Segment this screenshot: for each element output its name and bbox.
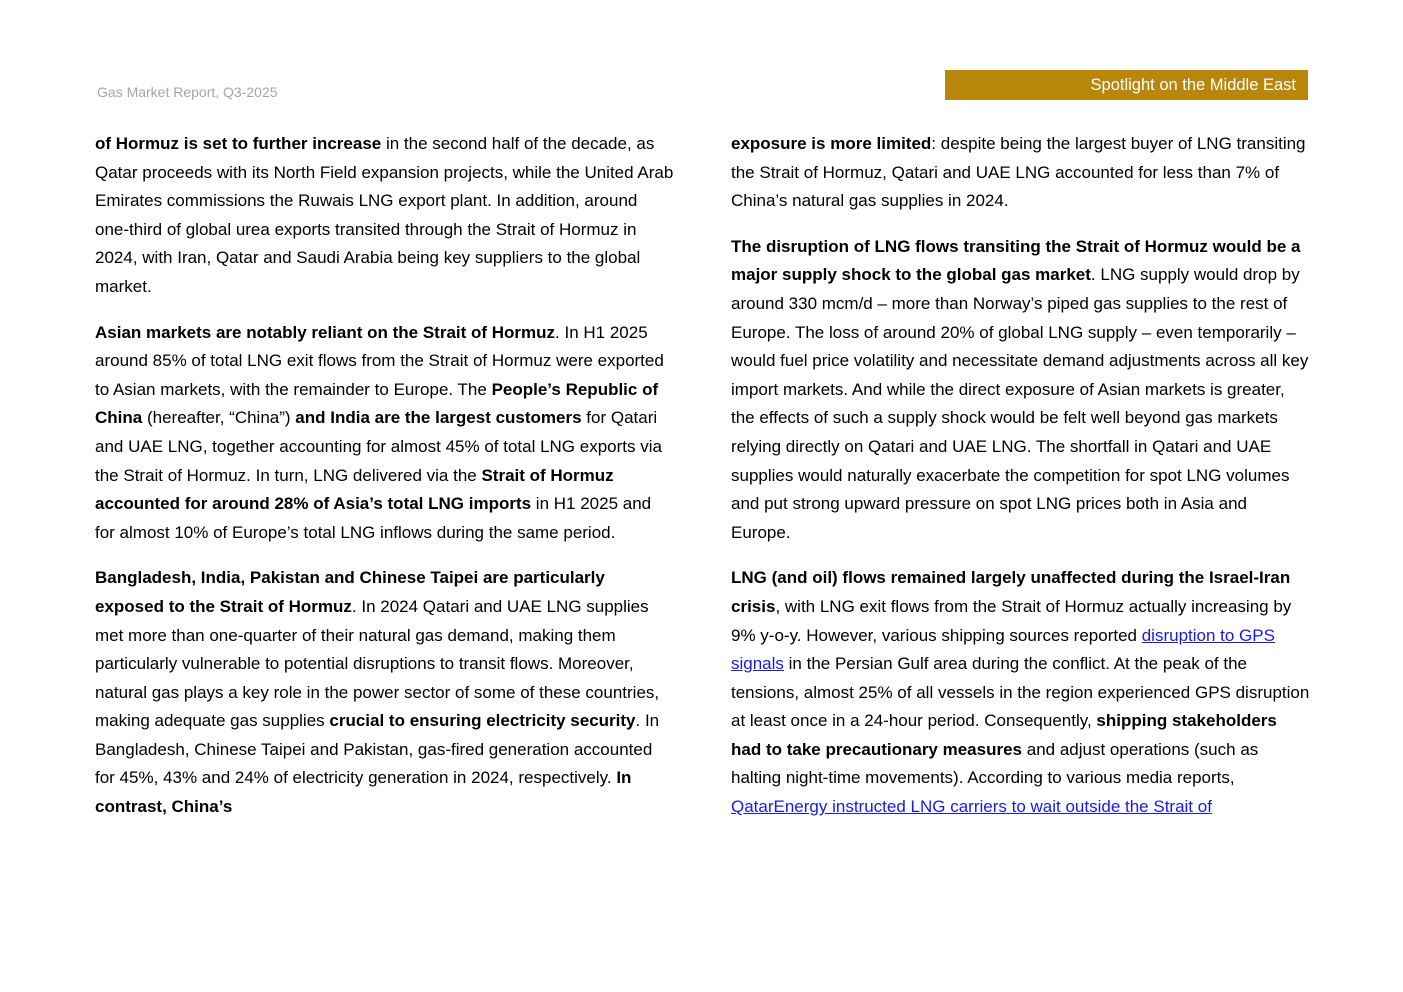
bold-run: The disruption of LNG flows transiting the Strait of Hormuz would be a major supply shock to the global gas market <box>731 236 1301 285</box>
bold-run: Asian markets are notably reliant on the Strait of Hormuz <box>95 322 556 342</box>
text-run: for Qatari and UAE LNG, together accounting for almost 45% of total LNG exports via the Strait of Hormuz. In turn, LNG delivered via the <box>95 408 662 485</box>
paragraph <box>731 130 1311 216</box>
left-column <box>95 130 675 839</box>
text-run: and adjust operations (such as halting night-time movements). According to various media reports, <box>731 739 1259 788</box>
text-run: in the second half of the decade, as Qatar proceeds with its North Field expansion projects, while the United Arab Emirates commissions the Ruwais LNG export plant. In addition, around one-third of global urea exports transited through the Strait of Hormuz in 2024, with Iran, Qatar and Saudi Arabia being key suppliers to the global market. <box>95 134 674 296</box>
text-run: in H1 2025 and for almost 10% of Europe’s total LNG inflows during the same period. <box>95 494 652 542</box>
text-run: in the Persian Gulf area during the conflict. At the peak of the tensions, almost 25% of all vessels in the region experienced GPS disruption at least once in a 24-hour period. Consequently, <box>731 654 1310 731</box>
banner-label: Spotlight on the Middle East <box>1090 76 1296 94</box>
right-column <box>731 130 1311 839</box>
paragraph <box>95 319 675 548</box>
text-run: (hereafter, “China”) <box>142 408 296 428</box>
bold-run: Strait of Hormuz accounted for around 28% of Asia’s total LNG imports <box>95 465 614 514</box>
text-run: : despite being the largest buyer of LNG transiting the Strait of Hormuz, Qatari and UAE LNG accounted for less than 7% of China’s natural gas supplies in 2024. <box>731 134 1306 211</box>
bold-run: LNG (and oil) flows remained largely unaffected during the Israel-Iran crisis <box>731 568 1291 616</box>
text-run: . In 2024 Qatari and UAE LNG supplies met more than one-quarter of their natural gas demand, making them particularly vulnerable to potential disruptions to transit flows. Moreover, natural gas plays a key role in the power sector of some of these countries, making adequate gas supplies <box>95 596 660 731</box>
text-run: . In H1 2025 around 85% of total LNG exit flows from the Strait of Hormuz were exported to Asian markets, with the remainder to Europe. The <box>95 322 664 399</box>
paragraph <box>95 130 675 302</box>
text-run: , with LNG exit flows from the Strait of Hormuz actually increasing by 9% y-o-y. However, various shipping sources reported <box>731 596 1292 645</box>
bold-run: In contrast, China’s <box>95 768 632 817</box>
bold-run: shipping stakeholders had to take precautionary measures <box>731 711 1277 759</box>
bold-run: exposure is more limited <box>731 134 932 153</box>
hyperlink[interactable]: QatarEnergy instructed LNG carriers to wait outside the Strait of <box>731 797 1212 817</box>
text-run: . In Bangladesh, Chinese Taipei and Pakistan, gas-fired generation accounted for 45%, 43% and 24% of electricity generation in 2024, respectively. <box>95 711 660 788</box>
paragraph <box>731 564 1311 821</box>
bold-run: People’s Republic of China <box>95 379 659 428</box>
paragraph <box>95 564 675 821</box>
bold-run: and India are the largest customers <box>295 408 582 428</box>
paragraph <box>731 233 1311 548</box>
hyperlink[interactable]: disruption to GPS signals <box>731 625 1275 674</box>
text-run: . LNG supply would drop by around 330 mcm/d – more than Norway’s piped gas supplies to the rest of Europe. The loss of around 20% of global LNG supply – even temporarily – would fuel price volatility and necessitate demand adjustments across all key import markets. And while the direct exposure of Asian markets is greater, the effects of such a supply shock would be felt well beyond gas markets relying directly on Qatari and UAE LNG. The shortfall in Qatari and UAE supplies would naturally exacerbate the competition for spot LNG volumes and put strong upward pressure on spot LNG prices both in Asia and Europe. <box>731 265 1309 542</box>
spotlight-banner <box>945 70 1308 100</box>
bold-run: crucial to ensuring electricity security <box>329 711 636 731</box>
bold-run: of Hormuz is set to further increase <box>95 134 382 153</box>
bold-run: Bangladesh, India, Pakistan and Chinese Taipei are particularly exposed to the Strait of Hormuz <box>95 568 605 616</box>
report-title: Gas Market Report, Q3-2025 <box>97 84 278 100</box>
